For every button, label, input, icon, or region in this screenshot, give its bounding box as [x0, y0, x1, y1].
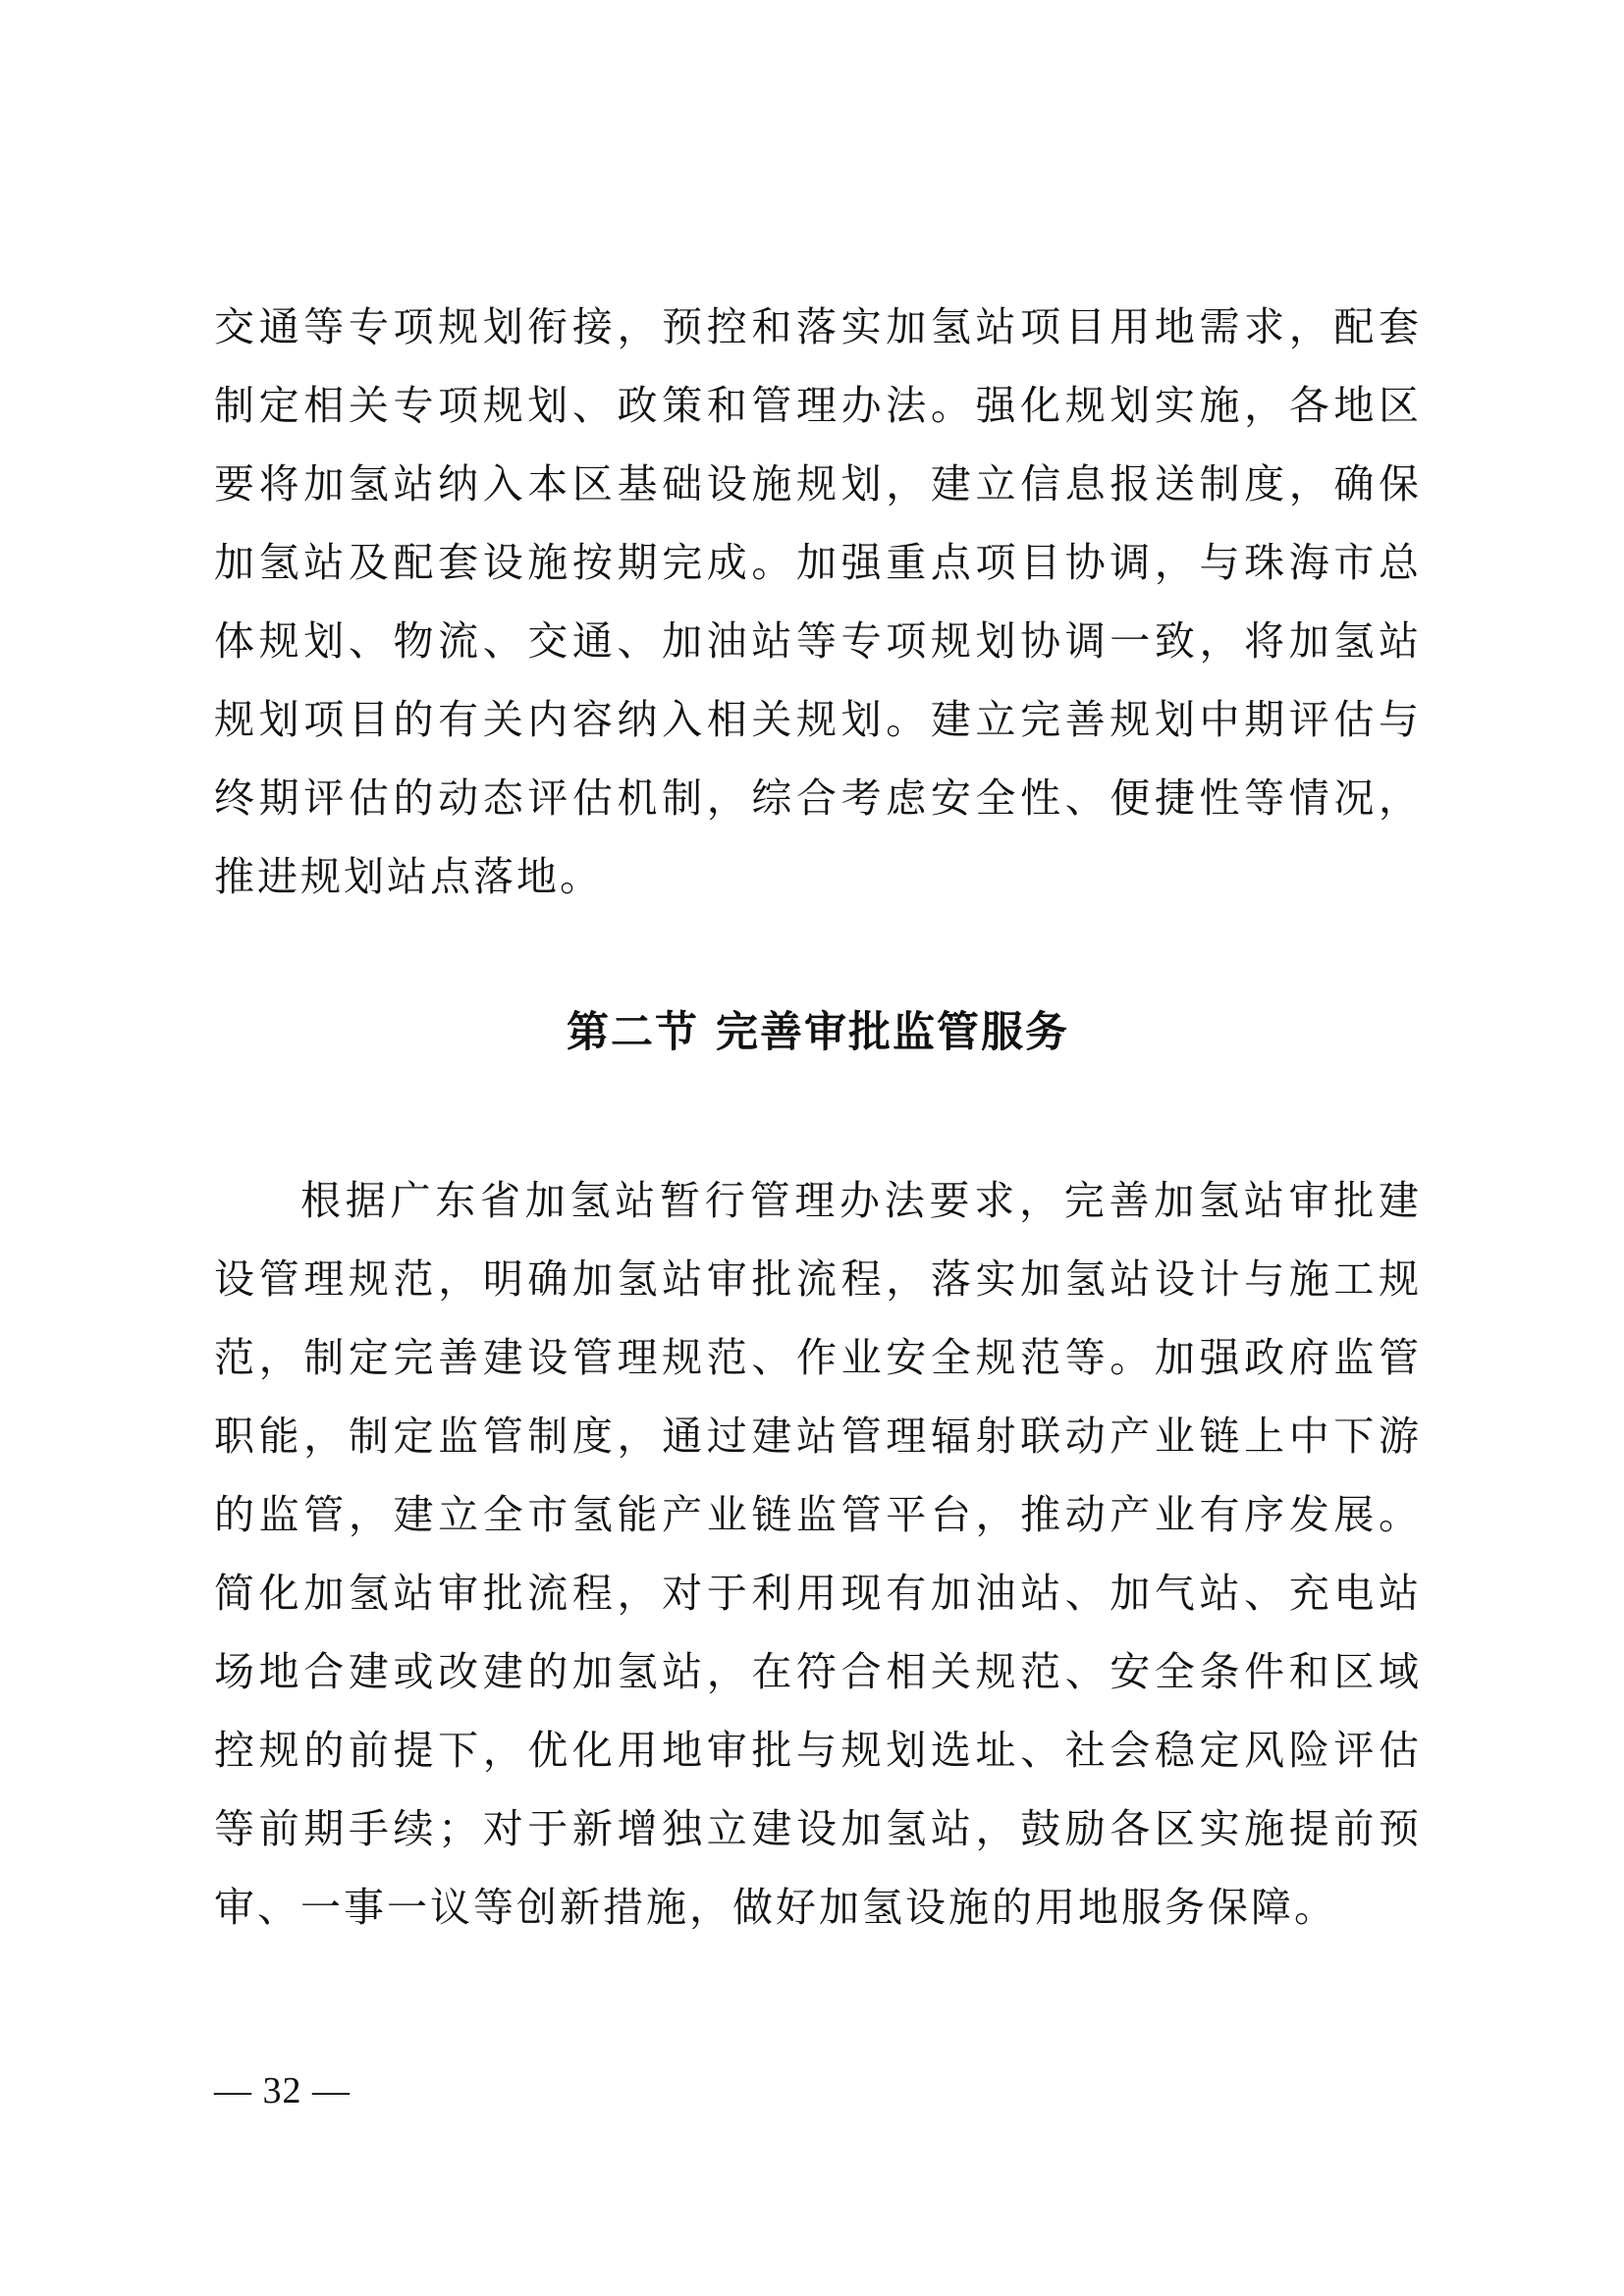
section-heading: 第二节 完善审批监管服务 [567, 1008, 1069, 1057]
body-paragraph-planning: 交通等专项规划衔接，预控和落实加氢站项目用地需求，配套制定相关专项规划、政策和管理办法。强化规划实施，各地区要将加氢站纳入本区基础设施规划，建立信息报送制度，确保加氢站及配套设施按期完成。加强重点项目协调，与珠海市总体规划、物流、交通、加油站等专项规划协调一致，将加氢站规划项目的有关内容纳入相关规划。建立完善规划中期评估与终期评估的动态评估机制，综合考虑安全性、便捷性等情况，推进规划站点落地。 [214, 303, 1422, 900]
body-paragraph-approval: 根据广东省加氢站暂行管理办法要求，完善加氢站审批建设管理规范，明确加氢站审批流程，落实加氢站设计与施工规范，制定完善建设管理规范、作业安全规范等。加强政府监管职能，制定监管制度，通过建站管理辐射联动产业链上中下游的监管，建立全市氢能产业链监管平台，推动产业有序发展。简化加氢站审批流程，对于利用现有加油站、加气站、充电站场地合建或改建的加氢站，在符合相关规范、安全条件和区域控规的前提下，优化用地审批与规划选址、社会稳定风险评估等前期手续；对于新增独立建设加氢站，鼓励各区实施提前预审、一事一议等创新措施，做好加氢设施的用地服务保障。 [214, 1177, 1422, 1931]
page-number: — 32 — [214, 2070, 351, 2111]
